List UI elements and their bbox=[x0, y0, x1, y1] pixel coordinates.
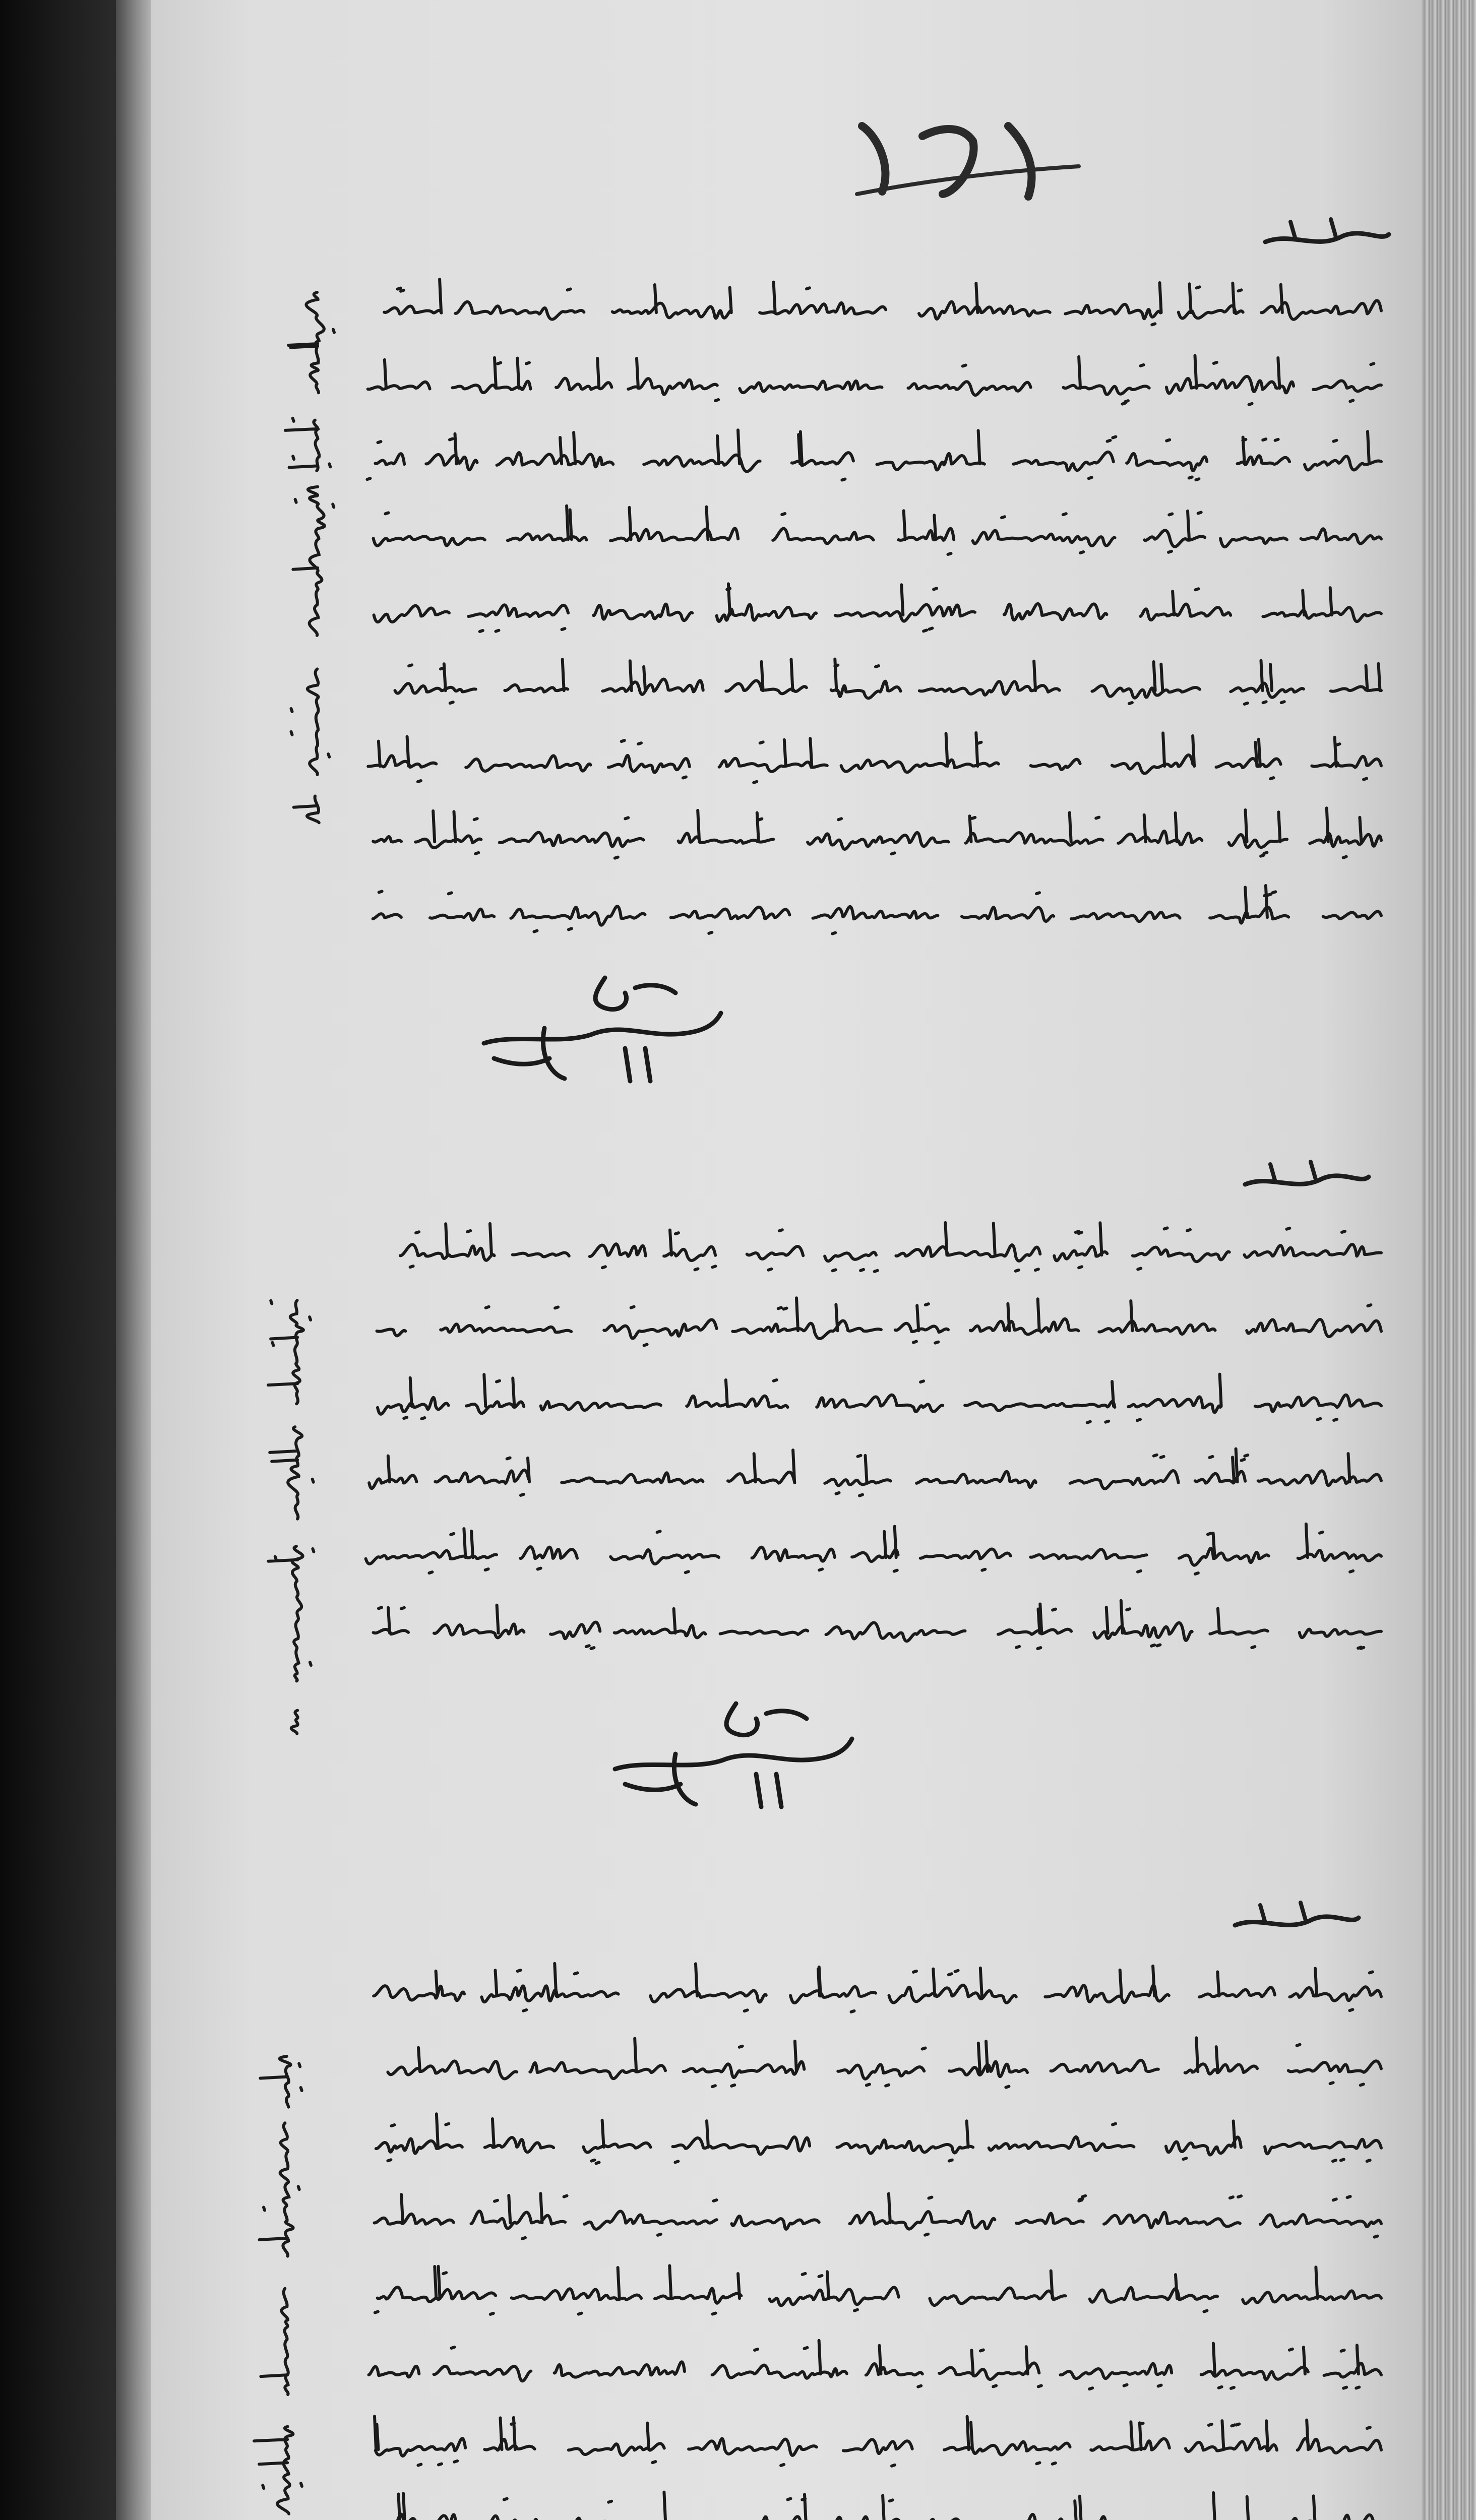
handwriting-path bbox=[363, 430, 1381, 480]
handwritten-line bbox=[363, 867, 1391, 942]
entry-header-1-glyphs bbox=[1260, 212, 1391, 257]
handwritten-line bbox=[363, 640, 1391, 716]
handwritten-line bbox=[363, 2475, 1391, 2520]
handwriting-strokes bbox=[363, 2263, 1391, 2318]
entry-header-3 bbox=[1230, 1895, 1361, 1940]
handwriting-path bbox=[363, 1374, 1381, 1423]
entry-header-2-glyphs bbox=[1240, 1154, 1371, 1200]
book-binding bbox=[0, 0, 116, 2520]
date-stroke bbox=[635, 985, 675, 993]
date-notation-glyphs bbox=[413, 958, 726, 1099]
margin-note-strokes bbox=[282, 282, 338, 837]
handwriting-strokes bbox=[363, 1961, 1391, 2016]
stacked-page-edges bbox=[1422, 0, 1476, 2520]
handwritten-line bbox=[363, 1356, 1391, 1431]
date-stroke bbox=[595, 978, 627, 1010]
handwriting-path bbox=[400, 1223, 1381, 1272]
handwritten-line bbox=[363, 1583, 1391, 1658]
handwriting-strokes bbox=[363, 882, 1391, 937]
handwriting-strokes bbox=[363, 2490, 1391, 2520]
margin-note-path bbox=[285, 292, 334, 837]
margin-note-2 bbox=[262, 1290, 318, 1744]
handwriting-path bbox=[395, 659, 1382, 704]
handwriting-strokes bbox=[363, 2036, 1391, 2092]
handwriting-path bbox=[368, 733, 1381, 783]
date-stroke bbox=[615, 1739, 852, 1769]
margin-note-strokes bbox=[262, 1290, 318, 1744]
date-stroke bbox=[766, 1711, 807, 1719]
entry-body-3 bbox=[363, 1945, 1391, 2520]
handwriting-path bbox=[374, 506, 1381, 554]
date-stroke bbox=[674, 1754, 696, 1804]
date-stroke bbox=[726, 1704, 758, 1735]
handwriting-path bbox=[363, 886, 1381, 934]
handwritten-line bbox=[363, 413, 1391, 489]
handwritten-line bbox=[363, 1431, 1391, 1507]
handwritten-line bbox=[363, 2097, 1391, 2172]
handwriting-strokes bbox=[363, 2339, 1391, 2394]
handwriting-path bbox=[366, 1524, 1381, 1574]
handwriting-strokes bbox=[363, 504, 1391, 559]
folio-number-glyphs bbox=[847, 106, 1089, 207]
handwritten-line bbox=[363, 791, 1391, 867]
entry-header-3-glyphs bbox=[1230, 1895, 1361, 1940]
handwritten-line bbox=[363, 1507, 1391, 1583]
handwritten-line bbox=[363, 262, 1391, 338]
handwritten-line bbox=[363, 2323, 1391, 2399]
handwritten-line bbox=[363, 338, 1391, 413]
handwriting-path bbox=[368, 356, 1381, 405]
date-stroke bbox=[484, 1013, 721, 1043]
margin-note-path bbox=[265, 1300, 314, 1744]
handwriting-path bbox=[363, 1601, 1381, 1649]
handwriting-path bbox=[363, 2192, 1381, 2239]
handwriting-path bbox=[363, 1449, 1381, 1498]
date-notation-glyphs bbox=[544, 1683, 857, 1824]
handwriting-strokes bbox=[363, 1598, 1391, 1653]
handwriting-path bbox=[363, 808, 1381, 858]
handwritten-line bbox=[363, 2172, 1391, 2248]
handwritten-line bbox=[363, 1945, 1391, 2021]
handwriting-path bbox=[363, 582, 1381, 632]
handwritten-line bbox=[363, 489, 1391, 564]
entry-body-1 bbox=[363, 262, 1391, 942]
handwriting-strokes bbox=[363, 428, 1391, 484]
page-gutter bbox=[116, 0, 151, 2520]
handwritten-line bbox=[363, 1280, 1391, 1356]
handwriting-path bbox=[363, 1297, 1381, 1347]
folio-number bbox=[847, 106, 1089, 207]
handwriting-path bbox=[384, 279, 1381, 325]
date-stroke bbox=[543, 1028, 565, 1079]
handwriting-path bbox=[369, 2341, 1382, 2389]
margin-note-path bbox=[254, 2056, 302, 2520]
handwriting-strokes bbox=[363, 806, 1391, 862]
handwriting-strokes bbox=[363, 731, 1391, 786]
margin-note-strokes bbox=[252, 2046, 307, 2520]
handwritten-line bbox=[363, 2021, 1391, 2097]
handwriting-strokes bbox=[363, 277, 1391, 333]
handwriting-strokes bbox=[363, 353, 1391, 408]
handwritten-line bbox=[363, 2248, 1391, 2323]
handwriting-strokes bbox=[363, 2112, 1391, 2167]
handwriting-strokes bbox=[363, 1522, 1391, 1578]
margin-note-3 bbox=[252, 2046, 307, 2520]
handwriting-strokes bbox=[363, 655, 1391, 711]
handwriting-path bbox=[374, 1964, 1381, 2012]
handwriting-strokes bbox=[363, 1371, 1391, 1426]
handwritten-line bbox=[363, 1205, 1391, 1280]
handwriting-strokes bbox=[363, 1446, 1391, 1502]
date-stroke bbox=[625, 1784, 681, 1790]
handwriting-strokes bbox=[363, 2414, 1391, 2470]
handwritten-line bbox=[363, 716, 1391, 791]
handwriting-path bbox=[376, 2114, 1381, 2163]
entry-header-1 bbox=[1260, 212, 1391, 257]
handwriting-strokes bbox=[363, 580, 1391, 635]
handwriting-path bbox=[376, 2492, 1381, 2520]
entry-header-2 bbox=[1240, 1154, 1371, 1200]
handwriting-strokes bbox=[363, 2187, 1391, 2243]
handwriting-strokes bbox=[363, 1295, 1391, 1351]
handwriting-path bbox=[375, 2265, 1381, 2314]
handwriting-strokes bbox=[363, 1220, 1391, 1275]
entry-date-2 bbox=[544, 1683, 857, 1824]
margin-note-1 bbox=[282, 282, 338, 837]
date-stroke bbox=[625, 1048, 650, 1081]
entry-date-1 bbox=[413, 958, 726, 1099]
handwriting-path bbox=[388, 2038, 1381, 2087]
date-stroke bbox=[494, 1058, 549, 1064]
entry-body-2 bbox=[363, 1205, 1391, 1658]
handwritten-line bbox=[363, 564, 1391, 640]
handwritten-line bbox=[363, 2399, 1391, 2475]
date-stroke bbox=[756, 1774, 781, 1807]
handwriting-path bbox=[375, 2416, 1381, 2466]
